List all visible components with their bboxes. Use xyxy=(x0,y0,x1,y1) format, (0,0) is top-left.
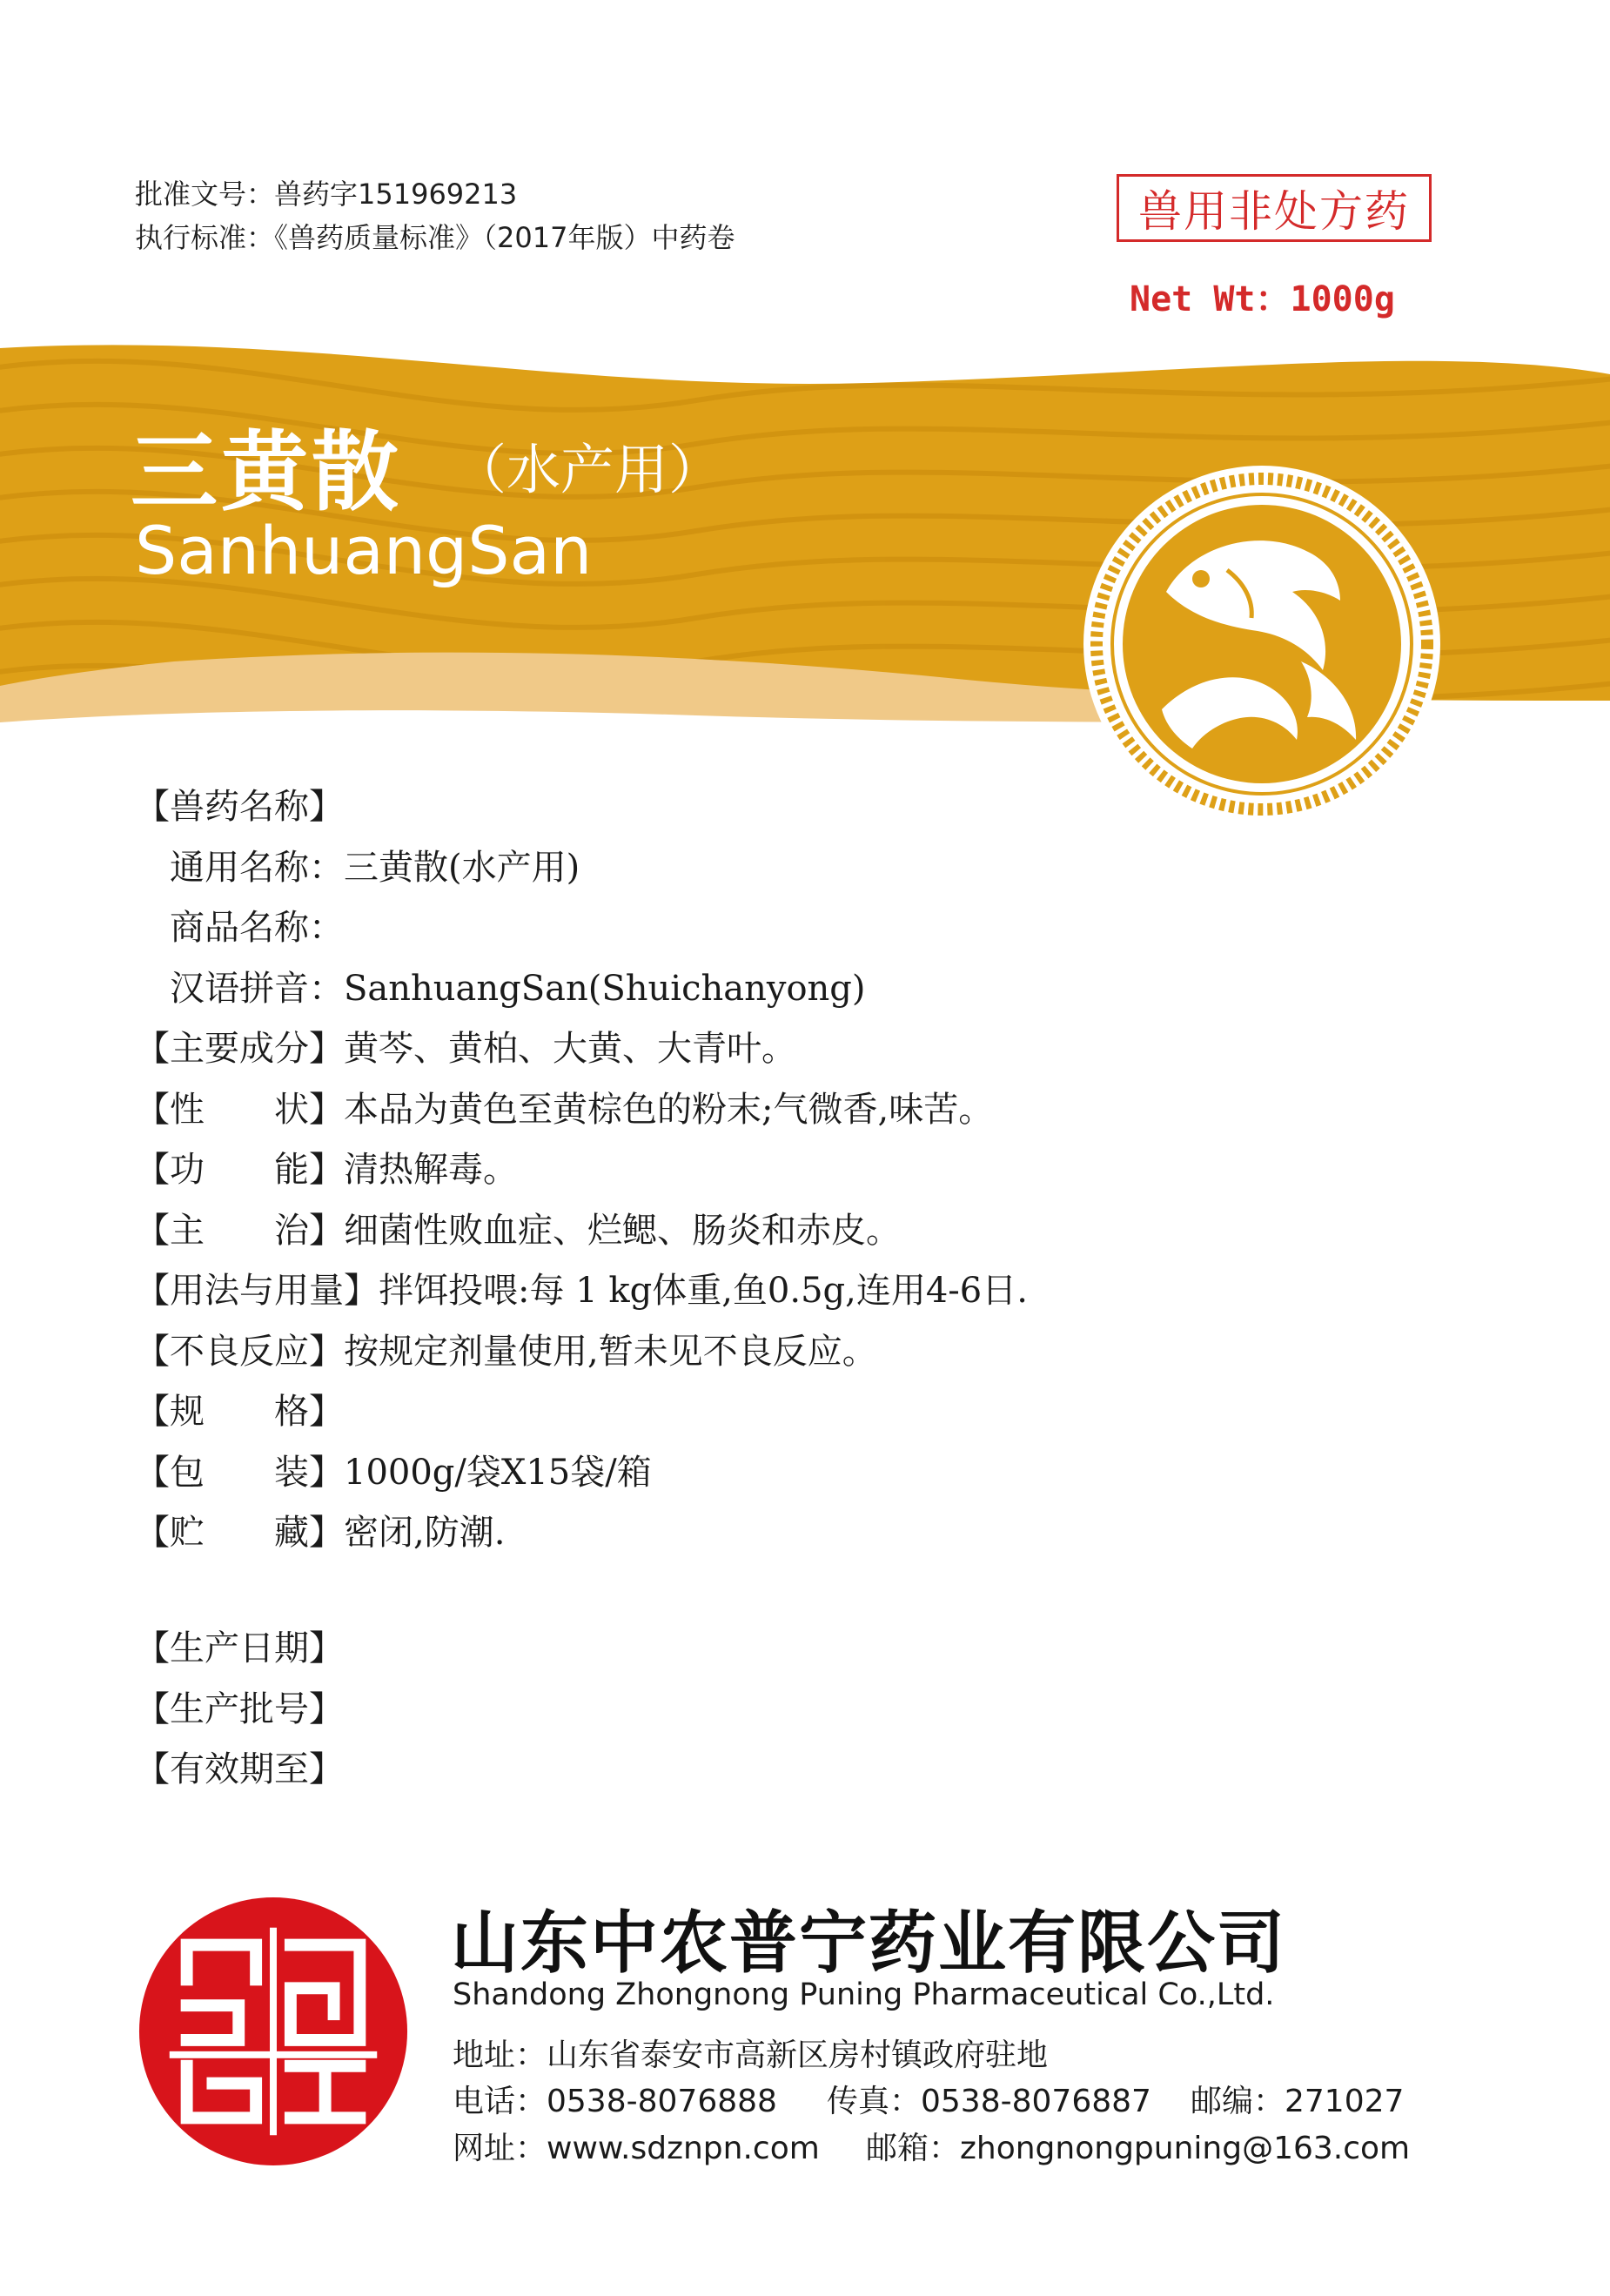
section-value: 三黄散(水产用) xyxy=(344,847,580,888)
label-section-row xyxy=(135,1142,518,1192)
production-label: 【有效期至】 xyxy=(135,1749,344,1789)
section-label: 【主 治】 xyxy=(135,1210,344,1251)
company-name-cn: 山东中农普宁药业有限公司 xyxy=(451,1904,1287,1983)
fish-icon xyxy=(1079,461,1445,827)
product-subtitle: （水产用） xyxy=(453,438,723,501)
label-section-row xyxy=(135,1505,505,1554)
section-value: 细菌性败血症、烂鳃、肠炎和赤皮。 xyxy=(344,1210,901,1251)
label-section-row xyxy=(135,1082,993,1131)
section-value: SanhuangSan(Shuichanyong) xyxy=(344,968,866,1009)
company-postcode: 邮编：271027 xyxy=(1191,2084,1405,2119)
label-section-row xyxy=(135,779,344,829)
section-label: 商品名称： xyxy=(170,908,344,948)
section-label: 通用名称： xyxy=(170,847,344,888)
label-section-row xyxy=(135,840,580,890)
section-value: 本品为黄色至黄棕色的粉末;气微香,味苦。 xyxy=(344,1089,994,1130)
company-website[interactable]: 网址：www.sdznpn.com xyxy=(453,2131,820,2166)
label-section-row xyxy=(135,1203,901,1252)
production-field xyxy=(135,1621,344,1670)
section-label: 【贮 藏】 xyxy=(135,1513,344,1553)
company-contact-row xyxy=(453,2077,1404,2121)
company-address: 地址：山东省泰安市高新区房村镇政府驻地 xyxy=(453,2038,1049,2073)
company-name-en: Shandong Zhongnong Puning Pharmaceutical Co.,Ltd. xyxy=(453,1977,1275,2012)
section-label: 【包 装】 xyxy=(135,1452,344,1493)
company-email[interactable]: 邮箱：zhongnongpuning@163.com xyxy=(866,2131,1411,2166)
section-label: 【兽药名称】 xyxy=(135,787,344,827)
section-value: 拌饵投喂:每 1 kg体重,鱼0.5g,连用4-6日. xyxy=(379,1271,1028,1311)
approval-number: 批准文号：兽药字151969213 xyxy=(135,178,518,211)
section-label: 【不良反应】 xyxy=(135,1331,344,1372)
company-seal-logo xyxy=(135,1893,412,2170)
production-field xyxy=(135,1742,344,1791)
production-field xyxy=(135,1682,344,1731)
execution-standard: 执行标准：《兽药质量标准》（2017年版）中药卷 xyxy=(135,221,735,254)
label-section-row xyxy=(135,900,344,950)
section-label: 【规 格】 xyxy=(135,1392,344,1432)
label-section-row xyxy=(135,1384,344,1433)
company-phone: 电话：0538-8076888 xyxy=(453,2084,777,2119)
production-label: 【生产日期】 xyxy=(135,1628,344,1668)
label-section-row xyxy=(135,1021,796,1071)
product-title: 三黄散 xyxy=(131,421,402,523)
company-web-row xyxy=(453,2124,1410,2168)
net-weight: Net Wt：1000g xyxy=(1130,279,1395,319)
section-label: 汉语拼音： xyxy=(170,968,344,1009)
label-section-row xyxy=(135,1324,877,1373)
section-value: 清热解毒。 xyxy=(344,1150,518,1190)
section-value: 按规定剂量使用,暂未见不良反应。 xyxy=(344,1331,877,1372)
label-section-row xyxy=(135,961,866,1010)
section-label: 【功 能】 xyxy=(135,1150,344,1190)
section-value: 密闭,防潮. xyxy=(344,1513,506,1553)
section-label: 【主要成分】 xyxy=(135,1029,344,1069)
section-label: 【性 状】 xyxy=(135,1089,344,1130)
section-value: 黄芩、黄柏、大黄、大青叶。 xyxy=(344,1029,796,1069)
company-fax: 传真：0538-8076887 xyxy=(827,2084,1151,2119)
otc-badge: 兽用非处方药 xyxy=(1117,174,1432,242)
label-section-row xyxy=(135,1445,652,1494)
production-label: 【生产批号】 xyxy=(135,1688,344,1729)
section-label: 【用法与用量】 xyxy=(135,1271,379,1311)
label-section-row xyxy=(135,1263,1028,1312)
product-title-english: SanhuangSan xyxy=(135,512,593,589)
section-value: 1000g/袋X15袋/箱 xyxy=(344,1452,652,1493)
